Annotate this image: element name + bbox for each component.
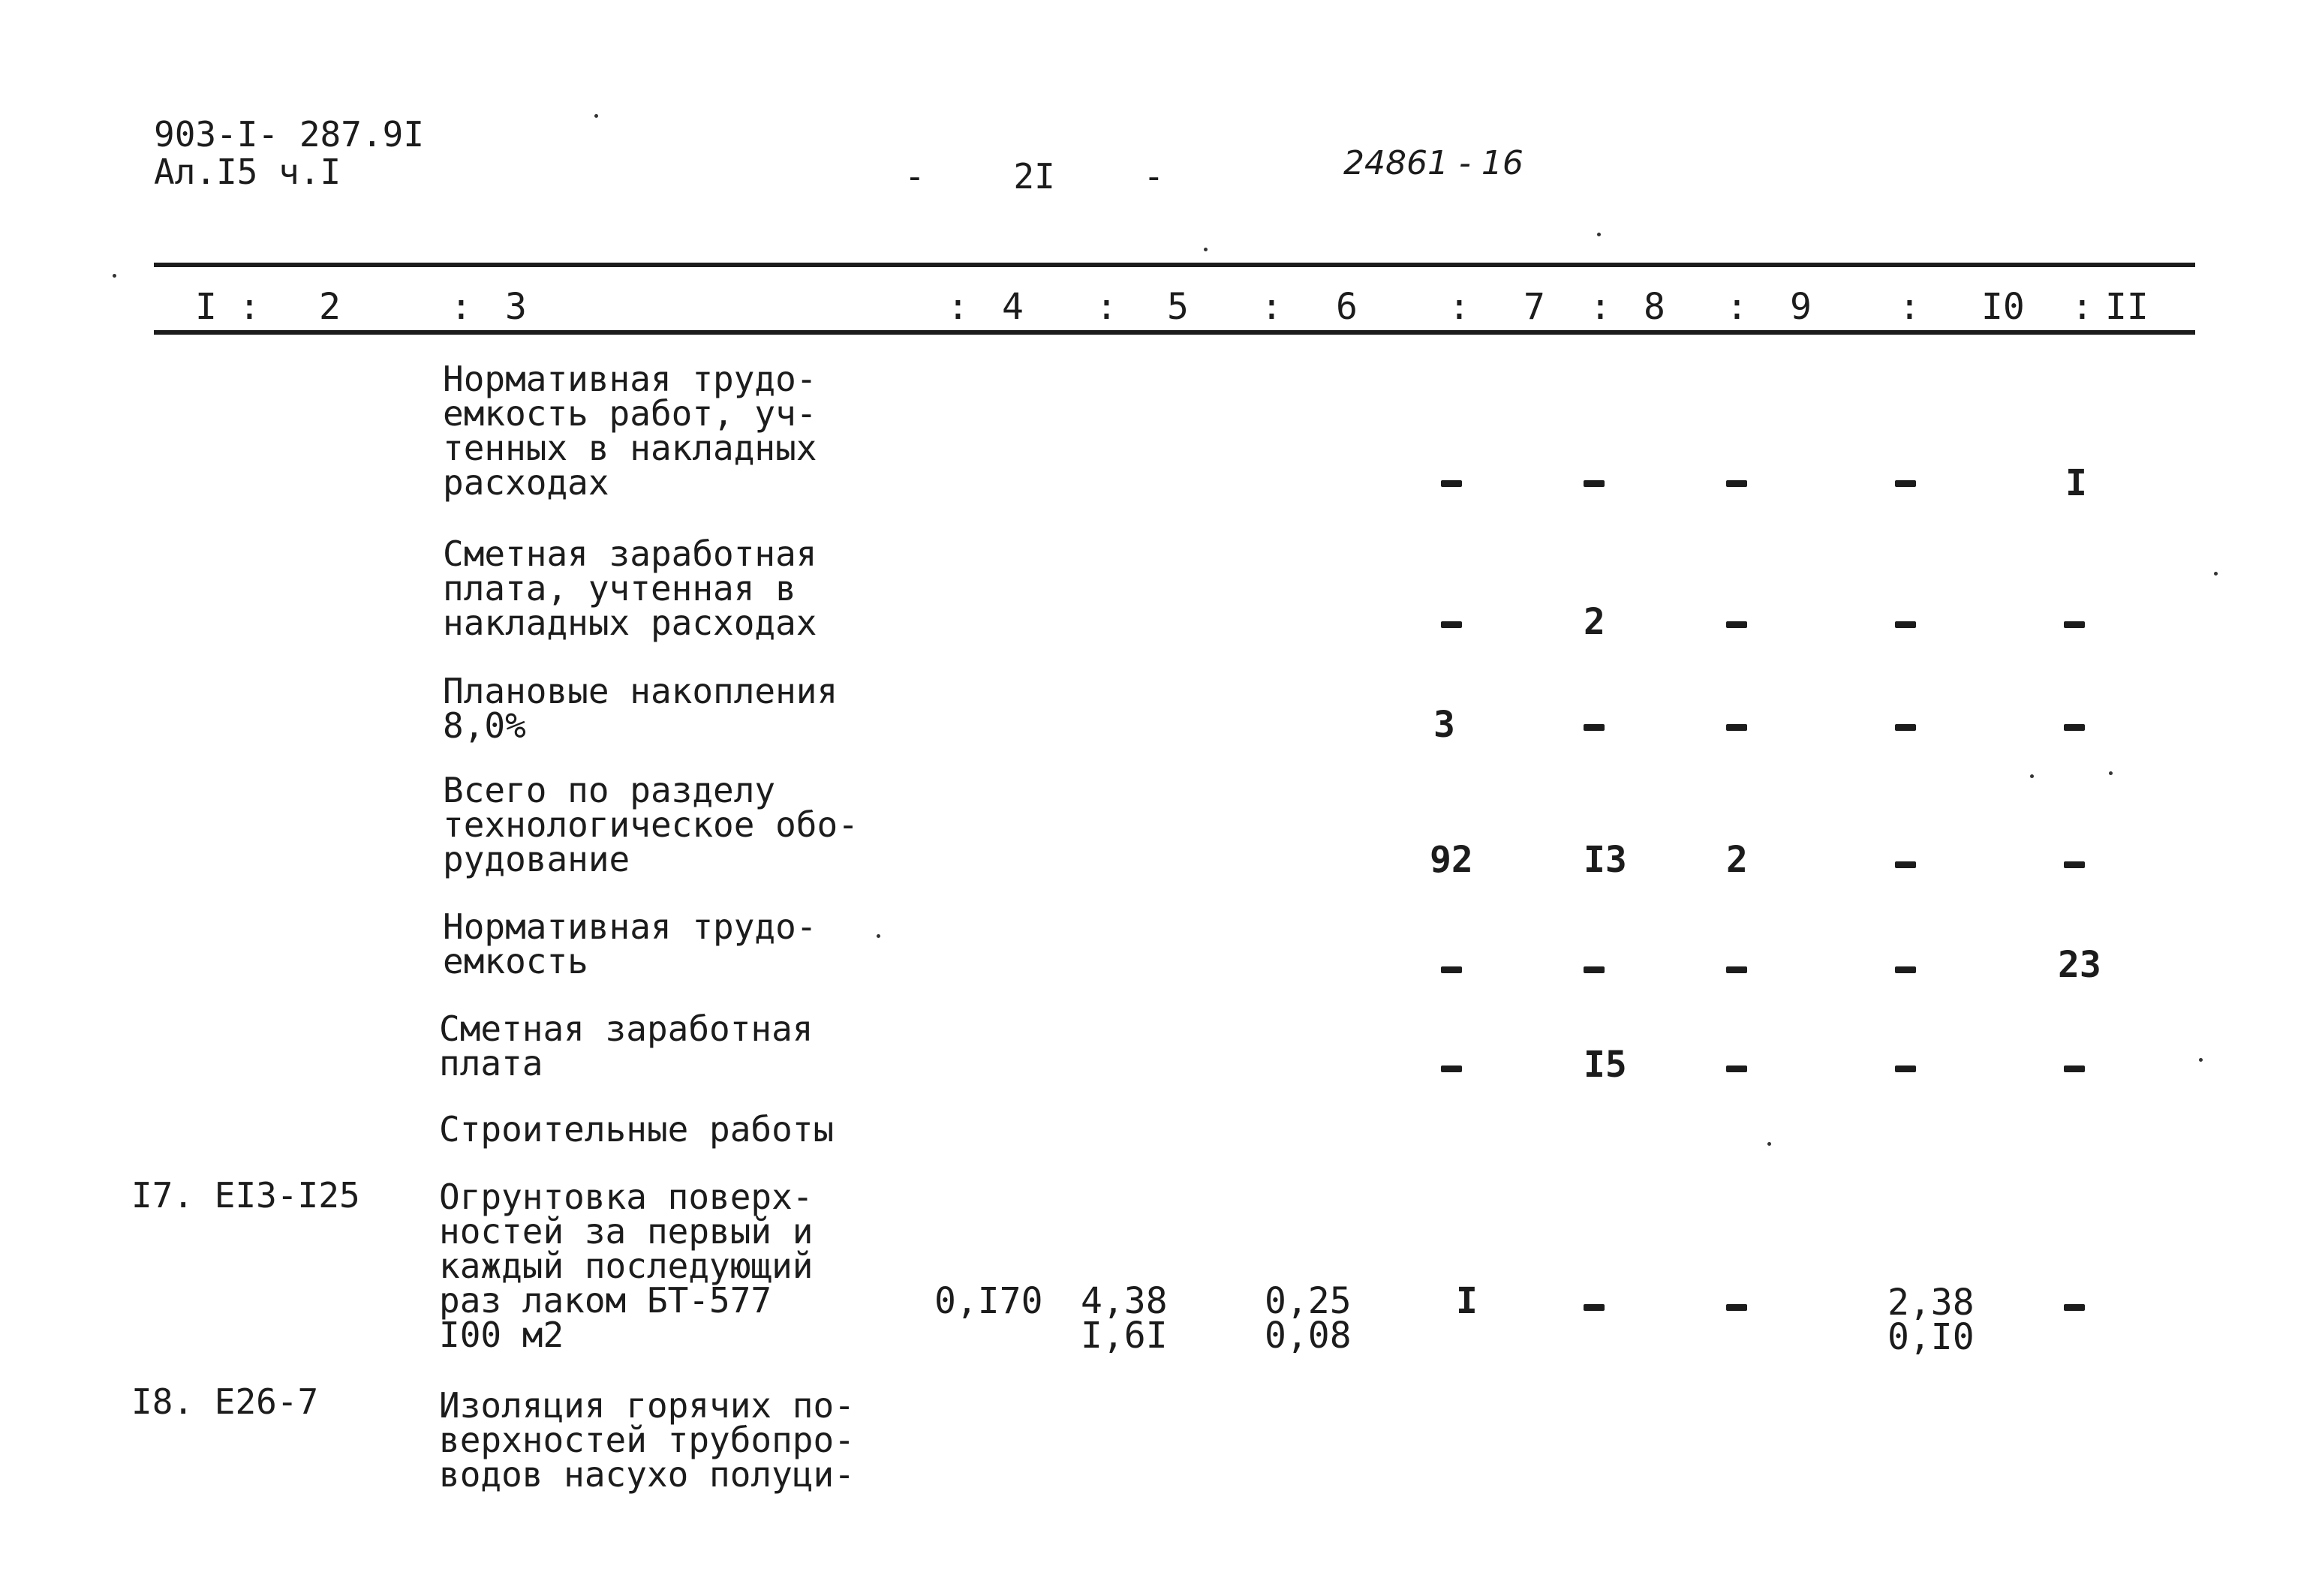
cell-c6-bottom: 0,08 [1265, 1315, 1352, 1357]
row-description: Плановые накопления 8,0% [443, 671, 838, 746]
cell-c9: 2 [1726, 839, 1748, 881]
dash-cell [1726, 1066, 1747, 1072]
scan-speck [1204, 248, 1208, 251]
row-description: Нормативная трудо- емкость [443, 906, 817, 981]
dash-cell [1441, 1066, 1462, 1072]
scan-speck [2199, 1058, 2203, 1062]
col-header-10: I0 [1981, 286, 2025, 328]
cell-c8: I5 [1584, 1044, 1627, 1086]
dash-cell [1895, 966, 1916, 973]
col-sep: : [1899, 286, 1921, 328]
cell-c7: 92 [1430, 839, 1473, 881]
col-sep: : [1726, 286, 1748, 328]
cell-c11: 23 [2058, 944, 2101, 986]
handwritten-number: 24861 - 16 [1343, 144, 1523, 182]
col-header-9: 9 [1790, 286, 1812, 328]
row-description: Сметная заработная плата, учтенная в накладных расходах [443, 534, 817, 643]
cell-c7: I [1456, 1280, 1478, 1322]
scan-speck [594, 114, 598, 118]
col-sep: : [1096, 286, 1117, 328]
col-sep: : [2071, 286, 2093, 328]
dash-cell [1895, 724, 1916, 731]
col-header-1: I [195, 286, 217, 328]
col-sep: : [239, 286, 260, 328]
dash-cell [1441, 966, 1462, 973]
dash-cell [1895, 861, 1916, 868]
row-number-code: I7. EI3-I25 [131, 1175, 360, 1216]
col-header-11: II [2105, 286, 2149, 328]
dash-cell [2064, 1304, 2085, 1311]
dash-cell [1895, 621, 1916, 628]
col-header-3: 3 [505, 286, 527, 328]
dash-cell [1584, 724, 1605, 731]
cell-c4: 0,I70 [934, 1280, 1043, 1322]
col-header-5: 5 [1167, 286, 1189, 328]
cell-c11: I [2065, 462, 2087, 504]
col-header-8: 8 [1644, 286, 1665, 328]
col-sep: : [1590, 286, 1611, 328]
dash-cell [1441, 621, 1462, 628]
row-number-code: I8. E26-7 [131, 1381, 319, 1422]
dash-cell [1584, 480, 1605, 487]
col-sep: : [1261, 286, 1283, 328]
scan-speck [877, 934, 880, 938]
dash-cell [1726, 966, 1747, 973]
cell-c10-bottom: 0,I0 [1887, 1316, 1975, 1358]
cell-c5-top: 4,38 [1081, 1280, 1168, 1322]
scan-speck [1597, 233, 1601, 236]
row-description: Огрунтовка поверх- ностей за первый и каждый последующий раз лаком БТ-577 I00 м2 [439, 1177, 814, 1355]
cell-c8: 2 [1584, 601, 1605, 643]
dash-cell [1726, 724, 1747, 731]
row-description: Нормативная трудо- емкость работ, уч- тенных в накладных расходах [443, 359, 817, 503]
dash-cell [2064, 861, 2085, 868]
dash-cell [1584, 966, 1605, 973]
dash-cell [1726, 621, 1747, 628]
cell-c7: 3 [1433, 704, 1455, 746]
scan-speck [113, 274, 116, 278]
top-rule [154, 263, 2195, 267]
page-number: - 2I - [904, 156, 1165, 197]
dash-cell [1726, 1304, 1747, 1311]
cell-c10-top: 2,38 [1887, 1282, 1975, 1324]
scan-speck [1767, 1142, 1771, 1146]
dash-cell [1441, 480, 1462, 487]
dash-cell [2064, 724, 2085, 731]
doc-code: 903-I- 287.9I [154, 114, 425, 155]
col-sep: : [450, 286, 472, 328]
col-header-2: 2 [319, 286, 341, 328]
row-description: Всего по разделу технологическое обо- рудование [443, 770, 859, 879]
dash-cell [1895, 1066, 1916, 1072]
col-header-6: 6 [1336, 286, 1358, 328]
header-rule [154, 330, 2195, 335]
scan-speck [2109, 771, 2113, 775]
scan-speck [2214, 572, 2218, 576]
col-sep: : [947, 286, 969, 328]
scan-speck [2030, 774, 2034, 778]
cell-c6-top: 0,25 [1265, 1280, 1352, 1322]
col-header-4: 4 [1002, 286, 1024, 328]
cell-c5-bottom: I,6I [1081, 1315, 1168, 1357]
dash-cell [1726, 480, 1747, 487]
dash-cell [2064, 1066, 2085, 1072]
row-description: Сметная заработная плата [439, 1008, 814, 1084]
album-label: Ал.I5 ч.I [154, 152, 341, 192]
col-sep: : [1448, 286, 1470, 328]
dash-cell [2064, 621, 2085, 628]
cell-c8: I3 [1584, 839, 1627, 881]
section-heading: Строительные работы [439, 1109, 835, 1150]
row-description: Изоляция горячих по- верхностей трубопро- водов насухо полуци- [439, 1385, 855, 1495]
dash-cell [1584, 1304, 1605, 1311]
dash-cell [1895, 480, 1916, 487]
col-header-7: 7 [1523, 286, 1545, 328]
